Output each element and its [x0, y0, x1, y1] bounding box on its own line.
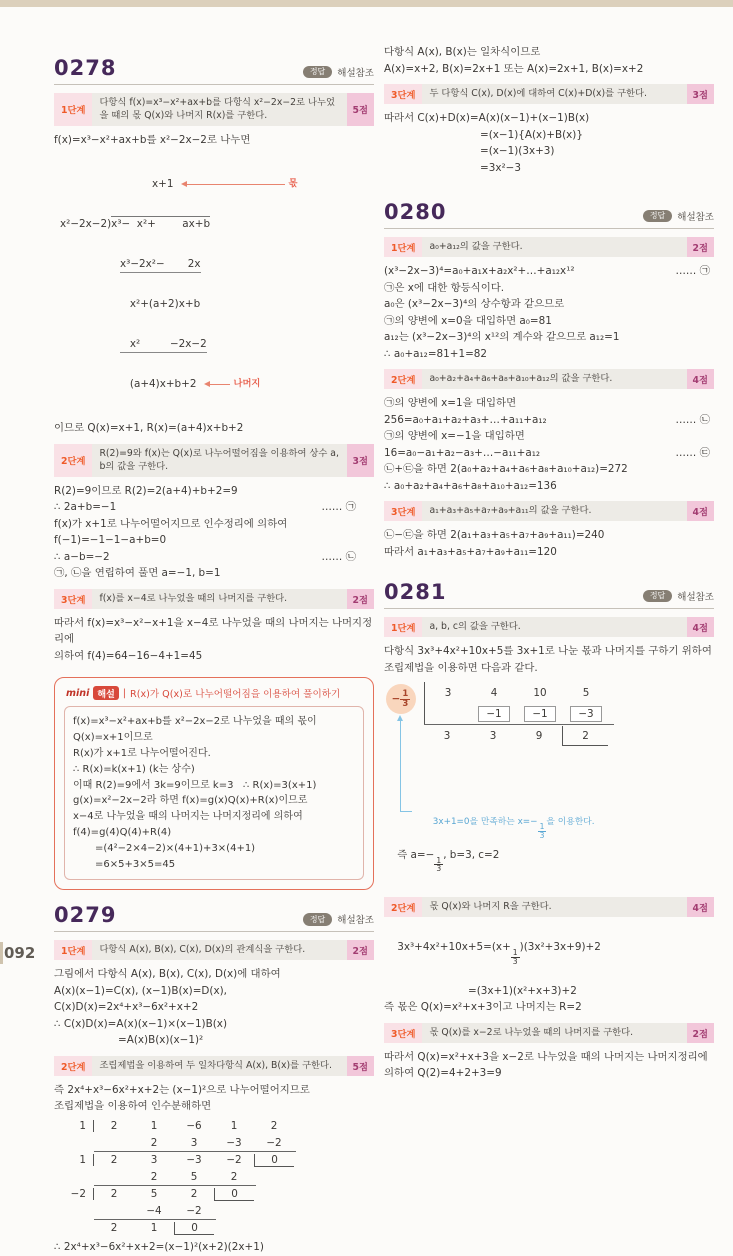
step1-bar — [384, 617, 714, 637]
work-line: x² −2x−2 — [120, 336, 207, 353]
text-line: ㉡+㉢을 하면 2(a₀+a₂+a₄+a₆+a₈+a₁₀+a₁₂)=272 — [384, 463, 628, 475]
fraction: $\frac{1}{3}$ — [539, 822, 545, 840]
mini-title — [66, 686, 364, 700]
synth-row — [424, 725, 614, 746]
text-line: f(−1)=−1−1−a+b=0 — [54, 534, 167, 547]
text-line: 의하여 f(4)=64−16−4+1=45 — [54, 649, 203, 662]
synth-cell: 2 — [110, 1120, 118, 1133]
equation: (x³−2x−3)⁴=a₀+a₁x+a₂x²+…+a₁₂x¹² — [384, 265, 575, 277]
separator: | — [122, 687, 127, 699]
text-line: ∴ a₀+a₁₂=81+1=82 — [384, 347, 488, 360]
answer-pill: 정답 — [303, 66, 332, 79]
problem-header-0278 — [54, 58, 374, 85]
text-line: f(x)=x³−x²+ax+b를 x²−2x−2로 나누면 — [54, 133, 251, 146]
step-score: 4점 — [687, 617, 714, 637]
problem-number: 0278 — [54, 56, 117, 80]
text-line: R(x)가 x+1로 나누어떨어진다. — [73, 747, 211, 759]
step1-bar — [54, 940, 374, 960]
mini-title-text: R(x)가 Q(x)로 나누어떨어짐을 이용하여 풀이하기 — [130, 689, 341, 701]
synth-cell: 2 — [230, 1170, 238, 1183]
text-line: 조립제법을 이용하면 다음과 같다. — [384, 661, 538, 674]
step-score: 3점 — [687, 84, 714, 104]
equation-ref: …… ㉡ — [321, 550, 356, 563]
synth-cell: −6 — [186, 1120, 202, 1133]
answer-badge — [643, 209, 714, 223]
text-line: f(4)=g(4)Q(4)+R(4) — [73, 826, 172, 838]
synth-cell — [517, 706, 563, 722]
text-line: 따라서 a₁+a₃+a₅+a₇+a₉+a₁₁=120 — [384, 545, 557, 558]
boxed-value: −1 — [478, 706, 509, 722]
remainder-row — [60, 376, 374, 392]
step3-bar — [384, 501, 714, 521]
step-desc: a₀+a₁₂의 값을 구한다. — [429, 241, 523, 252]
left-column — [54, 58, 374, 1256]
fraction: $\frac{1}{3}$ — [402, 688, 409, 709]
synth-cell: 10 — [533, 686, 547, 699]
text-line: =6×5+3×5=45 — [95, 858, 176, 870]
step-label: 2단계 — [54, 1056, 92, 1076]
step-score: 5점 — [347, 1056, 374, 1076]
sign: − — [391, 693, 401, 705]
step-desc: 조립제법을 이용하여 두 일차다항식 A(x), B(x)를 구한다. — [99, 1059, 332, 1071]
step-label: 2단계 — [384, 897, 422, 917]
text-line: ㉠은 x에 대한 항등식이다. — [384, 281, 505, 294]
synth-cell: 1 — [150, 1120, 158, 1133]
blue-pointer-line — [400, 718, 412, 812]
mini-explanation-box — [54, 677, 374, 890]
text-line — [384, 412, 714, 429]
step3-bar — [54, 589, 374, 609]
problem-header-0279 — [54, 905, 374, 932]
step-desc: 다항식 f(x)=x³−x²+ax+b를 다항식 x²−2x−2로 나누었을 때의 몫 Q(x)와 나머지 R(x)를 구한다. — [99, 97, 335, 122]
step-label: 3단계 — [384, 501, 422, 521]
text-line: ㉠의 양변에 x=−1을 대입하면 — [384, 430, 525, 442]
answer-pill: 정답 — [643, 210, 672, 223]
synth-cell: 2 — [190, 1188, 198, 1201]
text-line: =(x−1)(3x+3) — [480, 145, 555, 157]
text-line: =(x−1){A(x)+B(x)} — [480, 128, 583, 141]
left-arrow-icon — [204, 381, 230, 388]
boxed-value: −1 — [524, 706, 555, 722]
synth-row — [425, 703, 614, 724]
step-score: 3점 — [347, 444, 374, 477]
mini-body — [64, 706, 364, 880]
page-top-edge — [0, 0, 733, 7]
step-score: 2점 — [347, 940, 374, 960]
synth-cell: 5 — [190, 1170, 198, 1183]
step-desc: f(x)를 x−4로 나누었을 때의 나머지를 구한다. — [99, 592, 288, 604]
text-line: =3x²−3 — [480, 161, 521, 174]
page-number-tab — [0, 942, 3, 964]
synth-row — [66, 1134, 374, 1151]
equation-ref: …… ㉠ — [321, 501, 356, 514]
step-desc: R(2)=9와 f(x)는 Q(x)로 나누어떨어짐을 이용하여 상수 a, b의 값을 구한다. — [99, 447, 339, 473]
text-line: g(x)=x²−2x−2라 하면 f(x)=g(x)Q(x)+R(x)이므로 — [73, 795, 308, 807]
step2-bar — [384, 369, 714, 389]
text-line: 따라서 C(x)+D(x)=A(x)(x−1)+(x−1)B(x) — [384, 112, 590, 124]
synth-cell: 2 — [110, 1154, 118, 1167]
step-score: 2점 — [687, 237, 714, 257]
step1-bar — [54, 93, 374, 126]
note-text: 3x+1=0을 만족하는 x=− — [432, 817, 538, 827]
answer-text: 해설참조 — [677, 592, 714, 603]
step-desc: 몫 Q(x)와 나머지 R을 구한다. — [429, 900, 552, 912]
text-line: f(x)가 x+1로 나누어떨어지므로 인수정리에 의하여 — [54, 517, 288, 530]
text-line: 다항식 A(x), B(x)는 일차식이므로 — [384, 46, 541, 58]
synth-cell: −2 — [226, 1154, 242, 1167]
division-row — [60, 336, 374, 352]
text-line: ㉠, ㉡을 연립하여 풀면 a=−1, b=1 — [54, 567, 221, 580]
equation: 16=a₀−a₁+a₂−a₃+…−a₁₁+a₁₂ — [384, 446, 541, 459]
synth-cell: 4 — [490, 686, 498, 699]
synth-row — [66, 1152, 374, 1169]
synth-remainder: 0 — [214, 1188, 254, 1201]
synth-cell: 2 — [150, 1170, 158, 1183]
synth-remainder: 0 — [174, 1222, 214, 1235]
answer-badge — [643, 589, 714, 603]
text-line: R(2)=9이므로 R(2)=2(a+4)+b+2=9 — [54, 484, 238, 497]
synth-row — [66, 1118, 374, 1135]
text-line: C(x)D(x)=2x⁴+x³−6x²+x+2 — [54, 1001, 199, 1014]
page-number: 092 — [4, 944, 36, 962]
synth-remainder: 0 — [254, 1154, 294, 1167]
text-line: =(3x+1)(x²+x+3)+2 — [468, 984, 577, 997]
text-line: 조립제법을 이용하여 인수분해하면 — [54, 1100, 212, 1113]
text-line: ㉡−㉢을 하면 2(a₁+a₃+a₅+a₇+a₉+a₁₁)=240 — [384, 529, 605, 541]
answer-pill: 정답 — [303, 913, 332, 926]
step-label: 3단계 — [384, 84, 422, 104]
step-label: 1단계 — [54, 93, 92, 126]
answer-badge — [303, 65, 374, 79]
synth-cell: −4 — [146, 1204, 162, 1217]
text-line: ∴ R(x)=k(x+1) (k는 상수) — [73, 763, 195, 775]
left-arrow-icon — [181, 181, 285, 188]
text-line — [384, 263, 714, 280]
text-line: 이므로 Q(x)=x+1, R(x)=(a+4)x+b+2 — [54, 422, 244, 435]
synth-cell: 5 — [150, 1188, 158, 1201]
synthetic-division-0279 — [66, 1118, 374, 1237]
text-line: 따라서 Q(x)=x²+x+3을 x−2로 나누었을 때의 나머지는 나머지정리에 — [384, 1050, 708, 1063]
text-line: a₁₂는 (x³−2x−3)⁴의 x¹²의 계수와 같으므로 a₁₂=1 — [384, 331, 620, 343]
equation: ∴ a−b=−2 — [54, 550, 110, 563]
text-line — [384, 445, 714, 462]
step1-bar — [384, 237, 714, 257]
step-label: 1단계 — [384, 237, 422, 257]
work-line: x²+(a+2)x+b — [120, 298, 201, 311]
work-line: x³−2x²− 2x — [120, 256, 201, 273]
synth-cell: 3 — [150, 1154, 158, 1167]
text-line: 다항식 3x³+4x²+10x+5를 3x+1로 나눈 몫과 나머지를 구하기 위하여 — [384, 645, 712, 657]
synth-multiplier: −2 — [66, 1188, 94, 1200]
synth-cell: 9 — [535, 729, 543, 742]
text-line: ㉠의 양변에 x=1을 대입하면 — [384, 397, 517, 409]
synth-cell: 2 — [110, 1222, 118, 1235]
problem-number: 0280 — [384, 200, 447, 224]
synth-multiplier: 1 — [66, 1154, 94, 1166]
equation-ref: …… ㉢ — [675, 446, 710, 459]
text-line: A(x)=x+2, B(x)=2x+1 또는 A(x)=2x+1, B(x)=x+2 — [384, 62, 644, 75]
equation: 256=a₀+a₁+a₂+a₃+…+a₁₁+a₁₂ — [384, 413, 547, 426]
text-line: f(x)=x³−x²+ax+b를 x²−2x−2로 나누었을 때의 몫이 Q(x)=x+1이므로 — [73, 716, 320, 744]
synth-multiplier: 1 — [66, 1120, 94, 1132]
step2-bar — [384, 897, 714, 917]
mini-tag: mini — [66, 687, 90, 699]
problem-header-0281 — [384, 582, 714, 609]
step-label: 2단계 — [384, 369, 422, 389]
synth-cell: 3 — [489, 729, 497, 742]
text-line: ∴ 2x⁴+x³−6x²+x+2=(x−1)²(x+2)(2x+1) — [54, 1241, 264, 1254]
remainder: (a+4)x+b+2 — [120, 378, 197, 391]
synth-cell: −2 — [266, 1136, 282, 1149]
equation: )(3x²+3x+9)+2 — [519, 941, 601, 954]
synth-row — [66, 1202, 374, 1219]
step-desc: a, b, c의 값을 구한다. — [429, 621, 521, 632]
text-line: 즉 2x⁴+x³−6x²+x+2는 (x−1)²으로 나누어떨어지므로 — [54, 1083, 310, 1096]
synth-row — [425, 682, 614, 703]
text-line: =(4²−2×4−2)×(4+1)+3×(4+1) — [95, 842, 256, 854]
text-line: ∴ C(x)D(x)=A(x)(x−1)×(x−1)B(x) — [54, 1017, 227, 1030]
synth-row — [66, 1220, 374, 1237]
mini-tag-haeseol: 해설 — [93, 686, 118, 700]
equation-ref: …… ㉡ — [675, 413, 710, 426]
step-score: 2점 — [347, 589, 374, 609]
text-line: 즉 몫은 Q(x)=x²+x+3이고 나머지는 R=2 — [384, 1001, 582, 1014]
synth-cell: −3 — [226, 1136, 242, 1149]
synth-cell: 2 — [150, 1136, 158, 1149]
synth-cell: 2 — [270, 1120, 278, 1133]
step-score: 4점 — [687, 501, 714, 521]
synth-cell — [563, 706, 609, 722]
division-row — [60, 296, 374, 312]
step-score: 4점 — [687, 369, 714, 389]
step-label: 3단계 — [54, 589, 92, 609]
text-line — [54, 499, 374, 516]
result-text: , b=3, c=2 — [443, 848, 500, 861]
text-line: A(x)(x−1)=C(x), (x−1)B(x)=D(x), — [54, 984, 227, 997]
fraction: $\frac{1}{3}$ — [512, 948, 518, 967]
synth-remainder: 2 — [562, 726, 608, 746]
step2-bar — [54, 1056, 374, 1076]
synth-cell: 5 — [582, 686, 590, 699]
synth-row — [66, 1168, 374, 1185]
long-division — [60, 152, 374, 416]
text-line — [54, 549, 374, 566]
problem-header-0280 — [384, 202, 714, 229]
quotient-label: 몫 — [288, 178, 298, 190]
text-line: ㉠의 양변에 x=0을 대입하면 a₀=81 — [384, 314, 552, 327]
equation-ref: …… ㉠ — [675, 265, 710, 277]
text-line: 의하여 Q(2)=4+2+3=9 — [384, 1067, 502, 1080]
text-line: a₀은 (x³−2x−3)⁴의 상수항과 같으므로 — [384, 298, 565, 310]
paren: ) — [107, 218, 112, 231]
dividend: x³− x²+ ax+b — [111, 218, 211, 231]
synth-cell — [471, 706, 517, 722]
step-score: 2점 — [687, 1023, 714, 1043]
boxed-value: −3 — [570, 706, 601, 722]
synth-columns — [424, 682, 614, 746]
step3-bar — [384, 84, 714, 104]
synth-cell: 1 — [150, 1222, 158, 1235]
synthetic-division-0281 — [384, 682, 714, 840]
right-column — [384, 44, 714, 1082]
step-desc: 몫 Q(x)를 x−2로 나누었을 때의 나머지를 구한다. — [429, 1026, 634, 1038]
step-label: 1단계 — [54, 940, 92, 960]
remainder-label: 나머지 — [233, 378, 261, 390]
fraction: $\frac{1}{3}$ — [436, 855, 442, 874]
step-desc: a₁+a₃+a₅+a₇+a₉+a₁₁의 값을 구한다. — [429, 505, 592, 516]
text-line — [384, 923, 714, 983]
answer-text: 해설참조 — [337, 68, 374, 79]
answer-badge — [303, 912, 374, 926]
note-text: 을 이용한다. — [546, 817, 595, 827]
step-score: 4점 — [687, 897, 714, 917]
step-desc: 두 다항식 C(x), D(x)에 대하여 C(x)+D(x)를 구한다. — [429, 88, 647, 99]
synth-cell: 3 — [190, 1136, 198, 1149]
synth-cell: 3 — [443, 729, 451, 742]
equation: 3x³+4x²+10x+5=(x+ — [397, 941, 511, 954]
answer-text: 해설참조 — [337, 915, 374, 927]
text-line: x−4로 나누었을 때의 나머지는 나머지정리에 의하여 — [73, 811, 303, 823]
step-label: 2단계 — [54, 444, 92, 477]
synth-cell: −2 — [186, 1204, 202, 1217]
synth-cell: 1 — [230, 1120, 238, 1133]
division-row — [60, 256, 374, 272]
text-line: 그림에서 다항식 A(x), B(x), C(x), D(x)에 대하여 — [54, 968, 281, 981]
synth-top-rows — [424, 682, 614, 724]
synth-cell: 3 — [444, 686, 452, 699]
text-line: 따라서 f(x)=x³−x²−x+1을 x−4로 나누었을 때의 나머지는 나머지정리에 — [54, 616, 373, 646]
text-line: =A(x)B(x)(x−1)² — [118, 1034, 204, 1047]
step-label: 1단계 — [384, 617, 422, 637]
step-desc: a₀+a₂+a₄+a₆+a₈+a₁₀+a₁₂의 값을 구한다. — [429, 373, 613, 384]
quotient: x+1 — [152, 178, 174, 191]
answer-text: 해설참조 — [677, 212, 714, 223]
synth-cell: −3 — [186, 1154, 202, 1167]
step-score: 5점 — [347, 93, 374, 126]
division-row — [60, 216, 374, 232]
answer-pill: 정답 — [643, 590, 672, 603]
step3-bar — [384, 1023, 714, 1043]
result-text: 즉 a=− — [397, 848, 435, 861]
synth-cell: 2 — [110, 1188, 118, 1201]
quotient-row — [60, 176, 374, 192]
step-label: 3단계 — [384, 1023, 422, 1043]
synth-row — [66, 1186, 374, 1203]
blue-annotation — [416, 804, 595, 850]
divisor-root-circle — [386, 684, 416, 714]
step-desc: 다항식 A(x), B(x), C(x), D(x)의 관계식을 구한다. — [99, 944, 306, 956]
problem-number: 0279 — [54, 903, 117, 928]
equation: ∴ 2a+b=−1 — [54, 501, 117, 514]
text-line: ∴ a₀+a₂+a₄+a₆+a₈+a₁₀+a₁₂=136 — [384, 479, 557, 492]
text-line: 이때 R(2)=9에서 3k=9이므로 k=3 ∴ R(x)=3(x+1) — [73, 779, 317, 791]
step2-bar — [54, 444, 374, 477]
divisor: x²−2x−2 — [60, 218, 108, 231]
problem-number: 0281 — [384, 580, 447, 604]
